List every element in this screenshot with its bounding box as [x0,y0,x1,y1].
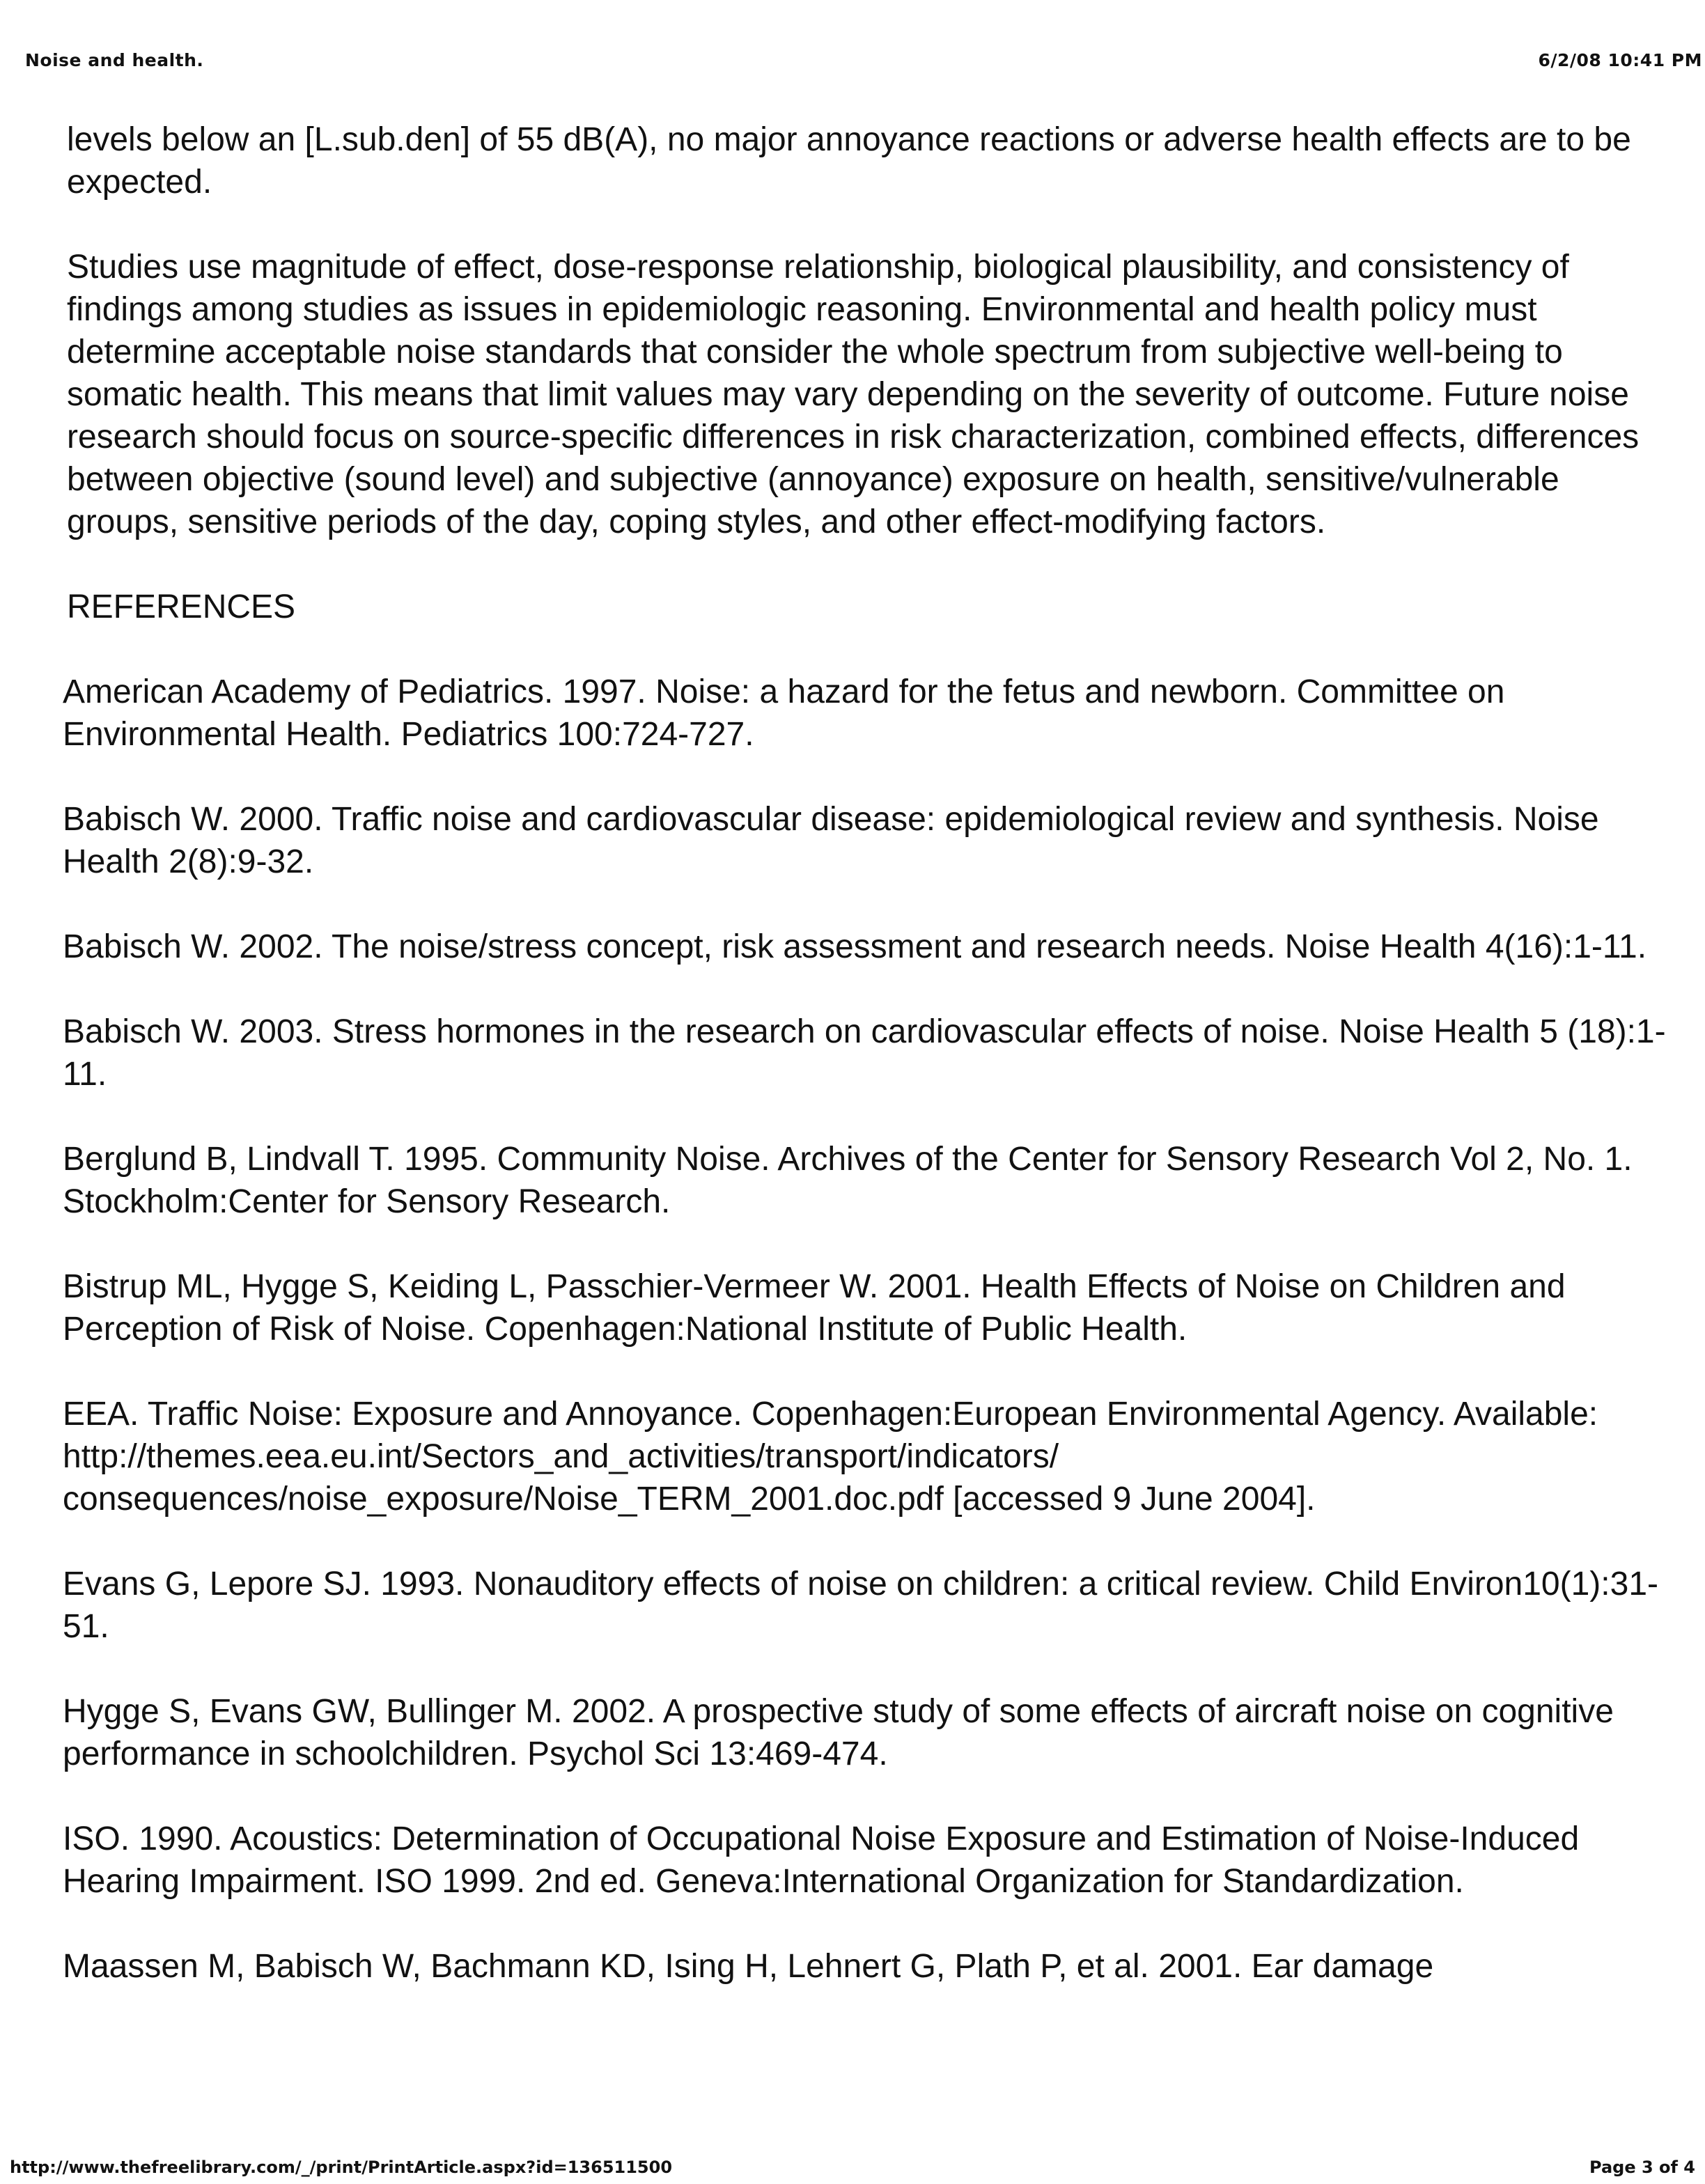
document-title: Noise and health. [25,50,204,70]
reference-item: Babisch W. 2003. Stress hormones in the research on cardiovascular effects of noise. Noise Health 5 (18):1-11. [63,1013,1666,1093]
reference-item: Babisch W. 2000. Traffic noise and cardiovascular disease: epidemiological review and synthesis. Noise Health 2(8):9-32. [63,801,1599,880]
page-footer [0,2158,1705,2183]
reference-item: American Academy of Pediatrics. 1997. Noise: a hazard for the fetus and newborn. Committee on Environmental Health. Pediatrics 100:724-727. [63,673,1505,753]
print-datetime: 6/2/08 10:41 PM [1538,50,1702,70]
reference-item: Bistrup ML, Hygge S, Keiding L, Passchier-Vermeer W. 2001. Health Effects of Noise on Children and Perception of Risk of Noise. Copenhagen:National Institute of Public Health. [63,1268,1566,1348]
reference-item: Hygge S, Evans GW, Bullinger M. 2002. A prospective study of some effects of aircraft noise on cognitive performance in schoolchildren. Psychol Sci 13:469-474. [63,1693,1614,1772]
reference-item: EEA. Traffic Noise: Exposure and Annoyance. Copenhagen:European Environmental Agency. Available: http://themes.eea.eu.int/Sectors_and_activities/transport/indicators/ consequences/noise_exposure/Noise_TERM_2001.doc.pdf [accessed 9 June 2004]. [63,1396,1598,1518]
article-body [63,118,1669,2030]
body-paragraph: levels below an [L.sub.den] of 55 dB(A), no major annoyance reactions or adverse health effects are to be expected. [67,121,1631,201]
source-url[interactable]: http://www.thefreelibrary.com/_/print/PrintArticle.aspx?id=136511500 [10,2158,673,2177]
reference-item: ISO. 1990. Acoustics: Determination of Occupational Noise Exposure and Estimation of Noise-Induced Hearing Impairment. ISO 1999. 2nd ed. Geneva:International Organization for Standardization. [63,1820,1580,1900]
reference-item: Berglund B, Lindvall T. 1995. Community Noise. Archives of the Center for Sensory Research Vol 2, No. 1. Stockholm:Center for Sensory Research. [63,1141,1633,1220]
reference-item: Babisch W. 2002. The noise/stress concept, risk assessment and research needs. Noise Health 4(16):1-11. [63,928,1647,965]
reference-item: Maassen M, Babisch W, Bachmann KD, Ising H, Lehnert G, Plath P, et al. 2001. Ear damage [63,1948,1434,1985]
body-paragraph: Studies use magnitude of effect, dose-response relationship, biological plausibility, and consistency of findings among studies as issues in epidemiologic reasoning. Environmental and health policy must determine acceptable noise standards that consider the whole spectrum from subjective well-being to somatic health. This means that limit values may vary depending on the severity of outcome. Future noise research should focus on source-specific differences in risk characterization, combined effects, differences between objective (sound level) and subjective (annoyance) exposure on health, sensitive/vulnerable groups, sensitive periods of the day, coping styles, and other effect-modifying factors. [67,249,1640,540]
page-header [0,50,1705,78]
page-number: Page 3 of 4 [1589,2158,1695,2177]
references-heading: REFERENCES [67,588,296,625]
reference-item: Evans G, Lepore SJ. 1993. Nonauditory effects of noise on children: a critical review. Child Environ10(1):31-51. [63,1566,1658,1645]
